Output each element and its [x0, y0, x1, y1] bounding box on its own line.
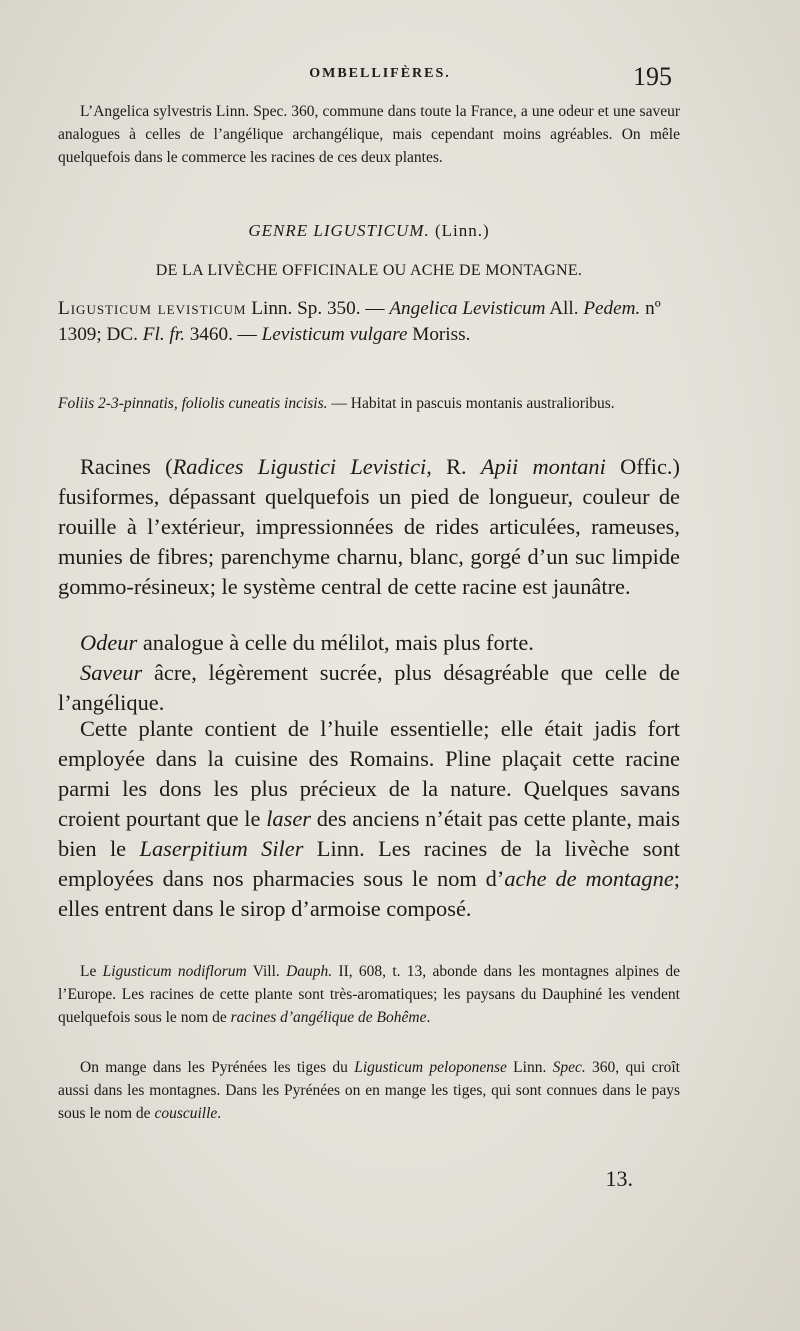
- uses-text: ; elles entrent dans le sirop d’armoise composé.: [58, 866, 680, 921]
- diagnosis-habitat: — Habitat in pascuis montanis australioribus.: [327, 395, 615, 412]
- uses-laserpitium: Laserpitium Siler: [139, 836, 304, 861]
- running-title: OMBELLIFÈRES.: [309, 66, 451, 81]
- note-name: racines d’angélique de Bohême: [230, 1009, 427, 1026]
- signature-mark: 13.: [605, 1166, 633, 1191]
- note-text: Linn.: [506, 1059, 553, 1076]
- page-number: 195: [633, 62, 672, 91]
- roots-paragraph: [58, 452, 680, 602]
- synonym-ref: Linn. Sp. 350. —: [246, 298, 390, 319]
- note-name: couscuille: [154, 1105, 218, 1122]
- uses-laser: laser: [266, 806, 311, 831]
- note-text: II, 608, t. 13, abonde dans les montagnes alpines de l’Europe. Les racines de cette plante sont très-aromatiques; les paysans du Dauphiné les vendent quelquefois sous le nom de: [58, 963, 680, 1026]
- intro-text: L’Angelica sylvestris Linn. Spec. 360, commune dans toute la France, a une odeur et une saveur analogues à celles de l’angélique archangélique, mais cependant moins agréables. On mêle quelquefois dans le commerce les racines de ces deux plantes.: [58, 103, 680, 166]
- roots-text: Racines (: [80, 454, 173, 479]
- saveur-text: âcre, légèrement sucrée, plus désagréable que celle de l’angélique.: [58, 660, 680, 715]
- odeur-label: Odeur: [80, 630, 138, 655]
- note-species: Ligusticum peloponense: [354, 1059, 507, 1076]
- synonym-ref: 3460. —: [184, 324, 262, 345]
- note-ref: Spec.: [552, 1059, 586, 1076]
- note-text: Vill.: [246, 963, 287, 980]
- roots-latin: Apii montani: [480, 454, 606, 479]
- synonym-ref: Moriss.: [407, 324, 471, 345]
- note-nodiflorum: [58, 960, 680, 1029]
- synonym-levisticum: Levisticum vulgare: [261, 324, 408, 345]
- note-species: Ligusticum nodiflorum: [102, 963, 247, 980]
- saveur-label: Saveur: [80, 660, 143, 685]
- synonym-ref: All.: [545, 298, 584, 319]
- odeur-text: analogue à celle du mélilot, mais plus forte.: [137, 630, 534, 655]
- note-text: .: [217, 1105, 222, 1122]
- synonym-name: Ligusticum levisticum: [58, 298, 247, 319]
- uses-paragraph: [58, 714, 680, 924]
- note-peloponense: [58, 1056, 680, 1125]
- genus-title: GENRE LIGUSTICUM.: [248, 221, 430, 240]
- uses-text: Linn. Les racines de la livèche sont employées dans nos pharmacies sous le nom d’: [58, 836, 681, 891]
- species-heading: DE LA LIVÈCHE OFFICINALE OU ACHE DE MONTAGNE.: [155, 262, 583, 279]
- synonym-angelica: Angelica Levisticum: [389, 298, 546, 319]
- note-ref: Dauph.: [286, 963, 333, 980]
- synonymy: [58, 296, 680, 348]
- uses-text: des anciens n’était pas cette plante, mais bien le: [58, 806, 680, 861]
- uses-ache: ache de montagne: [504, 866, 674, 891]
- synonym-flfr: Fl. fr.: [142, 324, 185, 345]
- roots-text: , R.: [426, 454, 481, 479]
- note-text: Le: [80, 963, 103, 980]
- roots-latin: Radices Ligustici Levistici: [172, 454, 427, 479]
- roots-text: Offic.) fusiformes, dépassant quelquefois un pied de longueur, couleur de rouille à l’extérieur, impressionnées de rides articulées, rameuses, munies de fibres; parenchyme charnu, blanc, gorgé d’un suc limpide gommo-résineux; le système central de cette racine est jaunâtre.: [58, 454, 680, 599]
- uses-text: Cette plante contient de l’huile essentielle; elle était jadis fort employée dans la cuisine des Romains. Pline plaçait cette racine parmi les dons les plus précieux de la nature. Quelques savans croient pourtant que le: [58, 716, 680, 831]
- genus-heading: [58, 221, 680, 241]
- odeur-paragraph: [58, 628, 680, 658]
- synonym-ref: nº 1309; DC.: [58, 298, 661, 345]
- saveur-paragraph: [58, 658, 680, 718]
- note-text: On mange dans les Pyrénées les tiges du: [80, 1059, 355, 1076]
- genus-authority: (Linn.): [434, 221, 490, 240]
- note-text: .: [426, 1009, 431, 1026]
- diagnosis-latin: Foliis 2-3-pinnatis, foliolis cuneatis incisis.: [58, 395, 328, 412]
- diagnosis: [58, 393, 680, 415]
- intro-paragraph: [58, 100, 680, 169]
- note-text: 360, qui croît aussi dans les montagnes. Dans les Pyrénées on en mange les tiges, qui sont connues dans le pays sous le nom de: [58, 1059, 680, 1122]
- synonym-pedem: Pedem.: [583, 298, 641, 319]
- running-head: [0, 62, 800, 92]
